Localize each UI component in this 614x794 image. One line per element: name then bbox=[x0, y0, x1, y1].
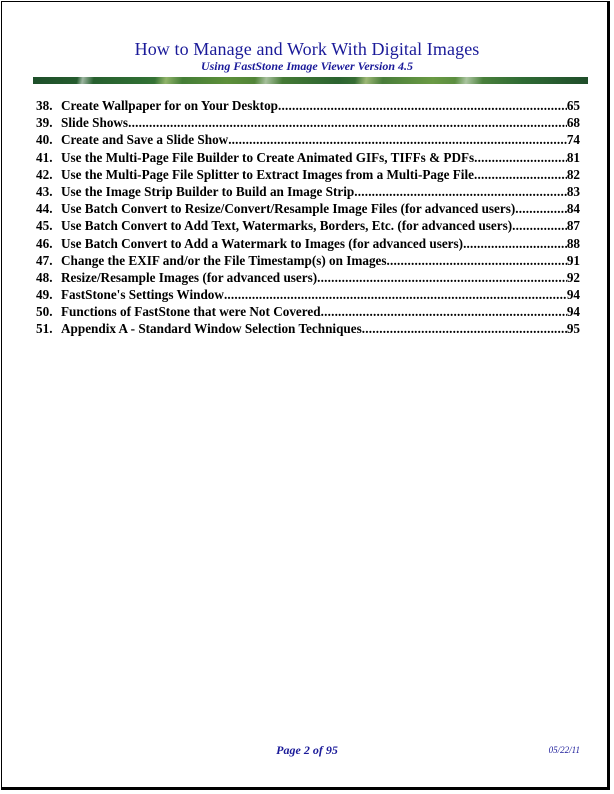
toc-entry-title: Use Batch Convert to Resize/Convert/Resample Image Files (for advanced users) bbox=[61, 201, 516, 217]
dot-leader bbox=[224, 287, 567, 303]
toc-entry-number: 43. bbox=[36, 183, 53, 199]
toc-entry-number: 38. bbox=[36, 98, 53, 113]
toc-entry-title: Functions of FastStone that were Not Covered bbox=[61, 304, 321, 320]
toc-entry-page: 82 bbox=[566, 166, 580, 182]
toc-entry-title: Resize/Resample Images (for advanced users) bbox=[61, 269, 318, 285]
dot-leader bbox=[362, 321, 567, 337]
toc-entry-page: 83 bbox=[566, 183, 580, 199]
toc-entry-number: 49. bbox=[36, 287, 53, 303]
toc-entry-title: Create Wallpaper for on Your Desktop bbox=[61, 98, 278, 113]
toc-entry-page: 94 bbox=[566, 304, 580, 320]
document-date: 05/22/11 bbox=[548, 745, 580, 755]
toc-entry[interactable] bbox=[36, 236, 580, 253]
toc-entry[interactable] bbox=[36, 304, 580, 321]
toc-entry-number: 48. bbox=[36, 269, 53, 285]
toc-entry-page: 81 bbox=[566, 149, 580, 165]
dot-leader bbox=[387, 253, 567, 269]
table-of-contents bbox=[36, 98, 580, 339]
toc-entry-title: Appendix A - Standard Window Selection Techniques bbox=[61, 321, 362, 337]
toc-entry[interactable] bbox=[36, 253, 580, 270]
dot-leader bbox=[317, 270, 567, 286]
dot-leader bbox=[278, 98, 567, 114]
toc-entry-number: 40. bbox=[36, 132, 53, 148]
page-number: Page 2 of 95 bbox=[276, 743, 338, 757]
toc-entry-number: 50. bbox=[36, 304, 53, 320]
toc-entry-number: 46. bbox=[36, 235, 53, 251]
toc-entry-page: 92 bbox=[566, 269, 580, 285]
dot-leader bbox=[463, 236, 567, 252]
document-subtitle: Using FastStone Image Viewer Version 4.5 bbox=[200, 59, 414, 73]
toc-entry[interactable] bbox=[36, 167, 580, 184]
toc-entry-number: 41. bbox=[36, 149, 53, 165]
toc-entry-page: 87 bbox=[566, 218, 580, 234]
toc-entry-number: 42. bbox=[36, 166, 53, 182]
toc-entry-number: 45. bbox=[36, 218, 53, 234]
toc-entry-number: 51. bbox=[36, 321, 53, 337]
toc-entry-page: 88 bbox=[566, 235, 580, 251]
toc-entry[interactable] bbox=[36, 184, 580, 201]
dot-leader bbox=[128, 115, 567, 131]
toc-entry-title: Use the Multi-Page File Builder to Create Animated GIFs, TIFFs & PDFs bbox=[61, 149, 475, 165]
toc-entry-number: 44. bbox=[36, 201, 53, 217]
toc-entry[interactable] bbox=[36, 321, 580, 338]
toc-entry-page: 91 bbox=[566, 252, 580, 268]
dot-leader bbox=[512, 218, 567, 234]
dot-leader bbox=[515, 201, 567, 217]
toc-entry-title: FastStone's Settings Window bbox=[61, 287, 224, 303]
dot-leader bbox=[228, 132, 567, 148]
toc-entry-page: 74 bbox=[566, 132, 580, 148]
dot-leader bbox=[474, 150, 567, 166]
toc-entry[interactable] bbox=[36, 218, 580, 235]
toc-entry[interactable] bbox=[36, 270, 580, 287]
toc-entry-page: 95 bbox=[566, 321, 580, 337]
toc-entry[interactable] bbox=[36, 150, 580, 167]
document-title: How to Manage and Work With Digital Images bbox=[134, 39, 480, 59]
toc-entry-title: Use the Multi-Page File Splitter to Extract Images from a Multi-Page File bbox=[61, 166, 474, 182]
toc-entry-page: 65 bbox=[566, 98, 580, 113]
dot-leader bbox=[321, 304, 567, 320]
toc-entry-number: 47. bbox=[36, 252, 53, 268]
toc-entry[interactable] bbox=[36, 287, 580, 304]
toc-entry[interactable] bbox=[36, 115, 580, 132]
toc-entry-page: 84 bbox=[566, 201, 580, 217]
toc-entry[interactable] bbox=[36, 132, 580, 149]
toc-entry-title: Use Batch Convert to Add Text, Watermarks, Borders, Etc. (for advanced users) bbox=[61, 218, 513, 234]
dot-leader bbox=[474, 167, 567, 183]
toc-entry-number: 39. bbox=[36, 115, 53, 131]
dot-leader bbox=[354, 184, 567, 200]
toc-entry-page: 94 bbox=[566, 287, 580, 303]
decorative-banner bbox=[33, 77, 588, 84]
toc-entry-page: 68 bbox=[566, 115, 580, 131]
toc-entry[interactable] bbox=[36, 201, 580, 218]
toc-entry[interactable] bbox=[36, 98, 580, 115]
toc-entry-title: Slide Shows bbox=[61, 115, 129, 131]
toc-entry-title: Use Batch Convert to Add a Watermark to Images (for advanced users) bbox=[61, 235, 464, 251]
toc-entry-title: Create and Save a Slide Show bbox=[61, 132, 229, 148]
toc-entry-title: Use the Image Strip Builder to Build an Image Strip bbox=[61, 183, 355, 199]
toc-entry-title: Change the EXIF and/or the File Timestamp(s) on Images bbox=[61, 252, 387, 268]
